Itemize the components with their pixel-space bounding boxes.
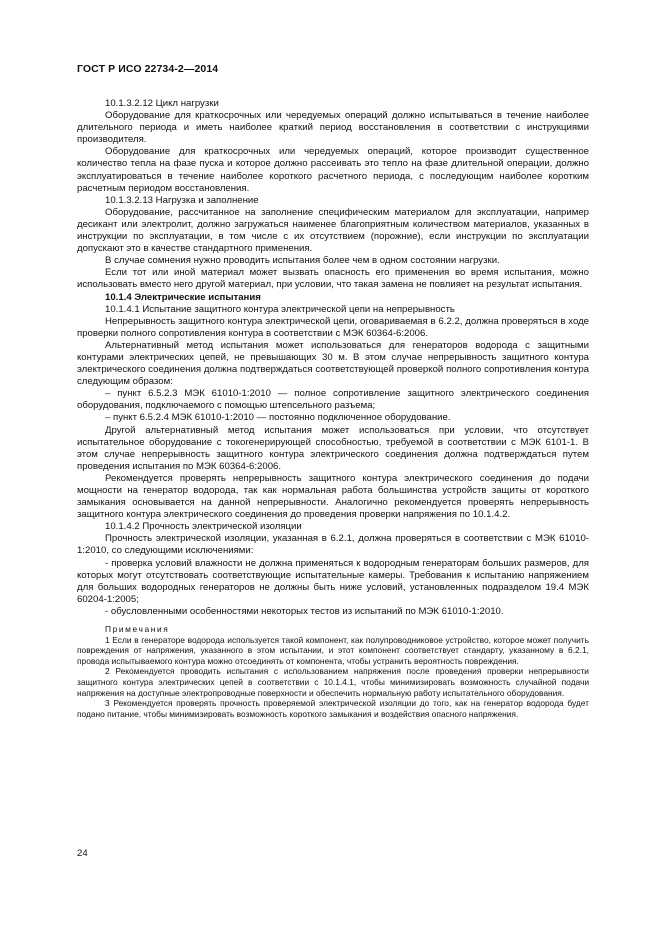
document-body bbox=[77, 98, 589, 719]
body-paragraph: – пункт 6.5.2.4 МЭК 61010-1:2010 — постоянно подключенное оборудование. bbox=[105, 412, 451, 424]
body-paragraph: Если тот или иной материал может вызвать опасность его применения во время испытания, можно использовать вместо него другой материал, при условии, что такая замена не повлияет на результат испытания. bbox=[77, 267, 589, 291]
body-paragraph: Оборудование для краткосрочных или чередуемых операций должно испытываться в течение наиболее длительного периода и иметь наиболее краткий период восстановления в соответствии с инструкциями производителя. bbox=[77, 110, 589, 146]
body-paragraph: 10.1.3.2.13 Нагрузка и заполнение bbox=[105, 194, 259, 206]
note-item: 2 Рекомендуется проводить испытания с использованием напряжения после проведения проверки непрерывности защитного контура электрических цепей в соответствии с 10.1.4.1, чтобы минимизировать возможность случайной подачи напряжения на доступные электропроводные поверхности и обеспечить нормальную работу испытательного оборудования. bbox=[77, 666, 589, 698]
body-paragraph: Оборудование для краткосрочных или чередуемых операций, которое производит существенное количество тепла на фазе пуска и которое должно рассеивать это тепло на фазе длительной операции, должно эксплуатироваться в течение наиболее короткого расчетного периода, с последующим наиболее коротким расчетным периодом восстановления. bbox=[77, 146, 589, 194]
body-paragraph: Непрерывность защитного контура электрической цепи, оговариваемая в 6.2.2, должна проверяться в ходе проверки полного сопротивления контура в соответствии с МЭК 60364-6:2006. bbox=[77, 315, 589, 339]
body-paragraph: - обусловленными особенностями некоторых тестов из испытаний по МЭК 61010-1:2010. bbox=[105, 605, 504, 617]
note-item: 3 Рекомендуется проверять прочность проверяемой электрической изоляции до того, как на генератор водорода будет подано питание, чтобы минимизировать возможность короткого замыкания и воздействия опасного напряжения. bbox=[77, 698, 589, 719]
body-paragraph: Прочность электрической изоляции, указанная в 6.2.1, должна проверяться в соответствии с МЭК 61010-1:2010, со следующими исключениями: bbox=[77, 533, 589, 557]
body-paragraph: Альтернативный метод испытания может использоваться для генераторов водорода с защитными контурами электрических цепей, не превышающих 30 м. В этом случае непрерывность защитного контура электрического соединения должна подтверждаться соответствующей проверкой полного сопротивления контура следующим образом: bbox=[77, 339, 589, 388]
body-paragraph: 10.1.4.2 Прочность электрической изоляции bbox=[105, 521, 302, 533]
body-paragraph: В случае сомнения нужно проводить испытания более чем в одном состоянии нагрузки. bbox=[105, 255, 500, 267]
body-paragraph: 10.1.3.2.12 Цикл нагрузки bbox=[105, 98, 219, 109]
paragraph-list bbox=[77, 98, 589, 618]
body-paragraph: Рекомендуется проверять непрерывность защитного контура электрического соединения до подачи мощности на генератор водорода, так как нормальная работа большинства устройств защиты от короткого замыкания основывается на данной непрерывности. Аналогично рекомендуется проверять непрерывность защитного контура электрического соединения до проведения проверки напряжения по 10.1.4.2. bbox=[77, 472, 589, 521]
note-item: 1 Если в генераторе водорода используется такой компонент, как полупроводниковое устройство, которое может получить повреждения от напряжения, указанного в этом испытании, и этот компонент соответствует стандарту, указанному в 6.2.1, провода испытываемого контура можно отсоединять от компонента, чтобы устранить вероятность повреждения. bbox=[77, 634, 589, 666]
section-heading: 10.1.4 Электрические испытания bbox=[105, 291, 261, 303]
page-number: 24 bbox=[77, 848, 88, 859]
body-paragraph: – пункт 6.5.2.3 МЭК 61010-1:2010 — полное сопротивление защитного электрического соединения оборудования, подключаемого с помощью штепсельного разъема; bbox=[77, 388, 589, 412]
notes-list bbox=[77, 635, 589, 720]
body-paragraph: Оборудование, рассчитанное на заполнение специфическим материалом для эксплуатации, например десикант или электролит, должно загружаться наименее благоприятным количеством материалов, указанных в инструкции по эксплуатации, в том числе с их отсутствием (порожние), если инструкции по эксплуатации допускают это в качестве стандартного применения. bbox=[77, 206, 589, 255]
document-header: ГОСТ Р ИСО 22734-2—2014 bbox=[77, 63, 219, 75]
notes-section bbox=[77, 624, 589, 719]
body-paragraph: - проверка условий влажности не должна применяться к водородным генераторам больших размеров, для которых могут отсутствовать соответствующие испытательные камеры. Требования к испытанию напряжением для больших водородных генераторов не должны быть ниже условий, установленных подразделом 19.4 МЭК 60204-1:2005; bbox=[77, 557, 589, 605]
body-paragraph: Другой альтернативный метод испытания может использоваться при условии, что отсутствует испытательное оборудование с токогенерирующей способностью, требуемой в соответствии с МЭК 6101-1. В этом случае непрерывность защитного контура электрического соединения должна подтверждаться путем проведения испытания по МЭК 60364-6:2006. bbox=[77, 424, 589, 472]
body-paragraph: 10.1.4.1 Испытание защитного контура электрической цепи на непрерывность bbox=[105, 303, 455, 315]
notes-title: Примечания bbox=[105, 624, 170, 635]
